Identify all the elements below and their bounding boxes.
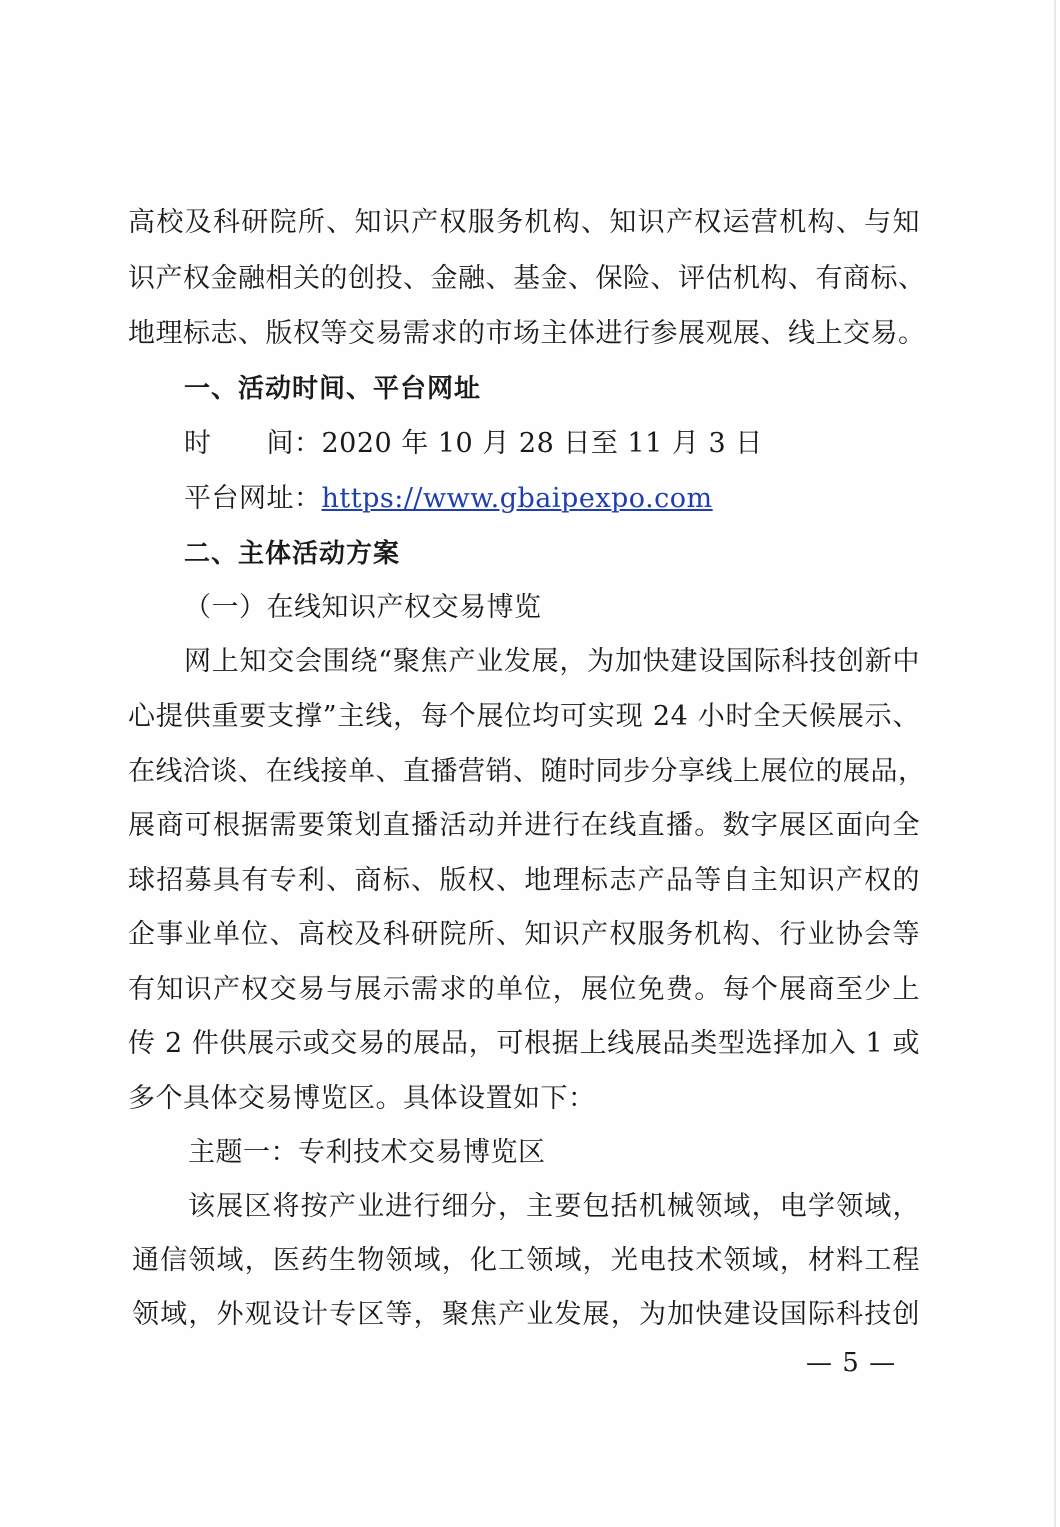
intro-line-1: 高校及科研院所、知识产权服务机构、知识产权运营机构、与知 xyxy=(128,207,920,238)
para1-line-4: 展商可根据需要策划直播活动并进行在线直播。数字展区面向全 xyxy=(128,810,920,841)
platform-url-link[interactable]: https://www.gbaipexpo.com xyxy=(321,483,713,514)
url-row xyxy=(184,482,713,516)
para1-line-5: 球招募具有专利、商标、版权、地理标志产品等自主知识产权的 xyxy=(128,865,920,896)
theme1-heading: 主题一：专利技术交易博览区 xyxy=(188,1137,546,1168)
para2-line-2: 通信领域，医药生物领域，化工领域，光电技术领域，材料工程 xyxy=(132,1245,920,1276)
time-label: 时 间： xyxy=(184,428,322,459)
para1-line-3: 在线洽谈、在线接单、直播营销、随时同步分享线上展位的展品， xyxy=(128,756,926,787)
para1-line-2: 心提供重要支撑”主线，每个展位均可实现 24 小时全天候展示、 xyxy=(128,701,920,732)
para1-line-7: 有知识产权交易与展示需求的单位，展位免费。每个展商至少上 xyxy=(128,974,920,1005)
page-number: — 5 — xyxy=(806,1348,897,1378)
time-row xyxy=(184,427,763,461)
page-edge-shadow xyxy=(1054,0,1056,1527)
section2-heading: 二、主体活动方案 xyxy=(184,539,401,569)
subsection1-heading: （一）在线知识产权交易博览 xyxy=(184,592,542,623)
para1-line-9: 多个具体交易博览区。具体设置如下： xyxy=(128,1083,596,1114)
url-label: 平台网址： xyxy=(184,483,322,514)
intro-line-2: 识产权金融相关的创投、金融、基金、保险、评估机构、有商标、 xyxy=(128,263,926,294)
para1-line-1: 网上知交会围绕“聚焦产业发展，为加快建设国际科技创新中 xyxy=(184,646,920,677)
time-value: 2020 年 10 月 28 日至 11 月 3 日 xyxy=(321,428,763,459)
para2-line-1: 该展区将按产业进行细分，主要包括机械领域，电学领域， xyxy=(188,1191,920,1222)
intro-line-3: 地理标志、版权等交易需求的市场主体进行参展观展、线上交易。 xyxy=(128,318,926,349)
para2-line-3: 领域，外观设计专区等，聚焦产业发展，为加快建设国际科技创 xyxy=(132,1299,920,1330)
para1-line-6: 企事业单位、高校及科研院所、知识产权服务机构、行业协会等 xyxy=(128,919,920,950)
para1-line-8: 传 2 件供展示或交易的展品，可根据上线展品类型选择加入 1 或 xyxy=(128,1028,920,1059)
section1-heading: 一、活动时间、平台网址 xyxy=(184,374,482,404)
